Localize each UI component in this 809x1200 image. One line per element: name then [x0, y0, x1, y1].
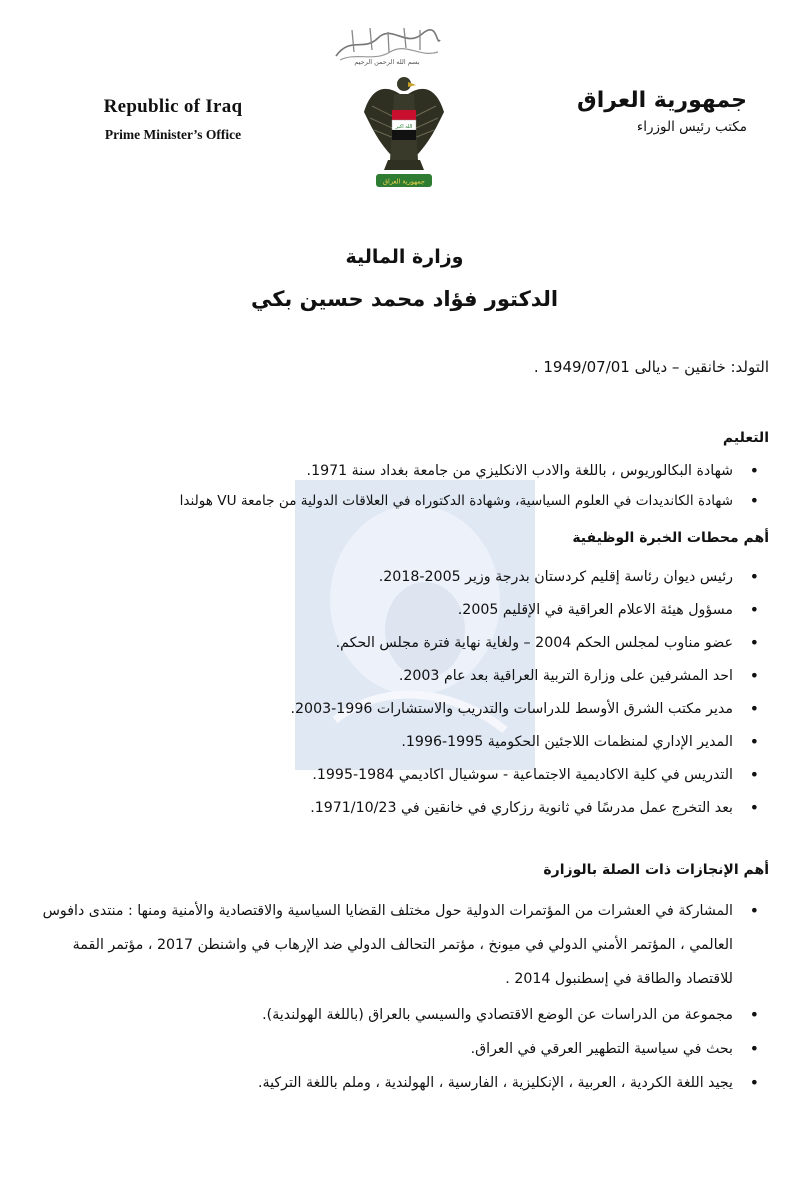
- header-ar-title: جمهورية العراق: [577, 88, 747, 113]
- basmala-calligraphy: [330, 22, 445, 66]
- list-item: • يجيد اللغة الكردية ، العربية ، الإنكليزية ، الفارسية ، الهولندية ، وملم باللغة التركية.: [29, 1072, 769, 1106]
- career-list: [29, 566, 769, 830]
- education-heading: التعليم: [722, 430, 769, 446]
- career-heading: أهم محطات الخبرة الوظيفية: [572, 530, 769, 546]
- list-item: • التدريس في كلية الاكاديمية الاجتماعية - سوشيال اكاديمي 1984-1995.: [29, 764, 769, 797]
- header-ar-subtitle: مكتب رئيس الوزراء: [636, 119, 747, 135]
- header-arabic: [517, 88, 747, 135]
- list-item: • شهادة الكانديدات في العلوم السياسية، وشهادة الدكتوراه في العلاقات الدولية من جامعة VU هولندا: [29, 490, 769, 520]
- list-item: • عضو مناوب لمجلس الحكم 2004 – ولغاية نهاية فترة مجلس الحكم.: [29, 632, 769, 665]
- svg-text:الله اكبر: الله اكبر: [395, 124, 413, 130]
- list-item: • المدير الإداري لمنظمات اللاجئين الحكومية 1995-1996.: [29, 731, 769, 764]
- person-name: الدكتور فؤاد محمد حسين بكي: [250, 287, 559, 311]
- ministry-title: وزارة المالية: [345, 246, 464, 268]
- list-item: • مجموعة من الدراسات عن الوضع الاقتصادي والسيسي بالعراق (باللغة الهولندية).: [29, 1004, 769, 1038]
- education-list: [29, 460, 769, 520]
- list-item: • رئيس ديوان رئاسة إقليم كردستان بدرجة وزير 2005-2018.: [29, 566, 769, 599]
- list-item: • شهادة البكالوريوس ، باللغة والادب الانكليزي من جامعة بغداد سنة 1971.: [29, 460, 769, 490]
- list-item: • بحث في سياسية التطهير العرقي في العراق.: [29, 1038, 769, 1072]
- basmala-text: بسم الله الرحمن الرحيم: [354, 58, 420, 66]
- list-item: • مسؤول هيئة الاعلام العراقية في الإقليم 2005.: [29, 599, 769, 632]
- header-en-subtitle: Prime Minister’s Office: [104, 127, 242, 142]
- list-item: • المشاركة في العشرات من المؤتمرات الدولية حول مختلف القضايا السياسية والاقتصادية والأمنية ومنها : منتدى دافوس العالمي ، المؤتمر الأمني الدولي في ميونخ ، مؤتمر التحالف الدولي ضد الإرهاب في واشنطن 2017 ، مؤتمر القمة للاقتصاد والطاقة في إسطنبول 2014 .: [29, 894, 769, 996]
- list-item: • احد المشرفين على وزارة التربية العراقية بعد عام 2003.: [29, 665, 769, 698]
- achievements-list: [29, 894, 769, 1106]
- header-en-title: Republic of Iraq: [103, 96, 243, 117]
- list-item: • بعد التخرج عمل مدرسًا في ثانوية رزكاري في خانقين في 1971/10/23.: [29, 797, 769, 830]
- emblem-caption: جمهورية العراق: [383, 177, 425, 186]
- achievements-heading: أهم الإنجازات ذات الصلة بالوزارة: [543, 862, 769, 878]
- header-english: [58, 96, 288, 143]
- birth-info: التولد: خانقين – ديالى 1949/07/01 .: [533, 358, 769, 376]
- iraq-eagle-emblem-icon: [362, 72, 446, 196]
- list-item: • مدير مكتب الشرق الأوسط للدراسات والتدريب والاستشارات 1996-2003.: [29, 698, 769, 731]
